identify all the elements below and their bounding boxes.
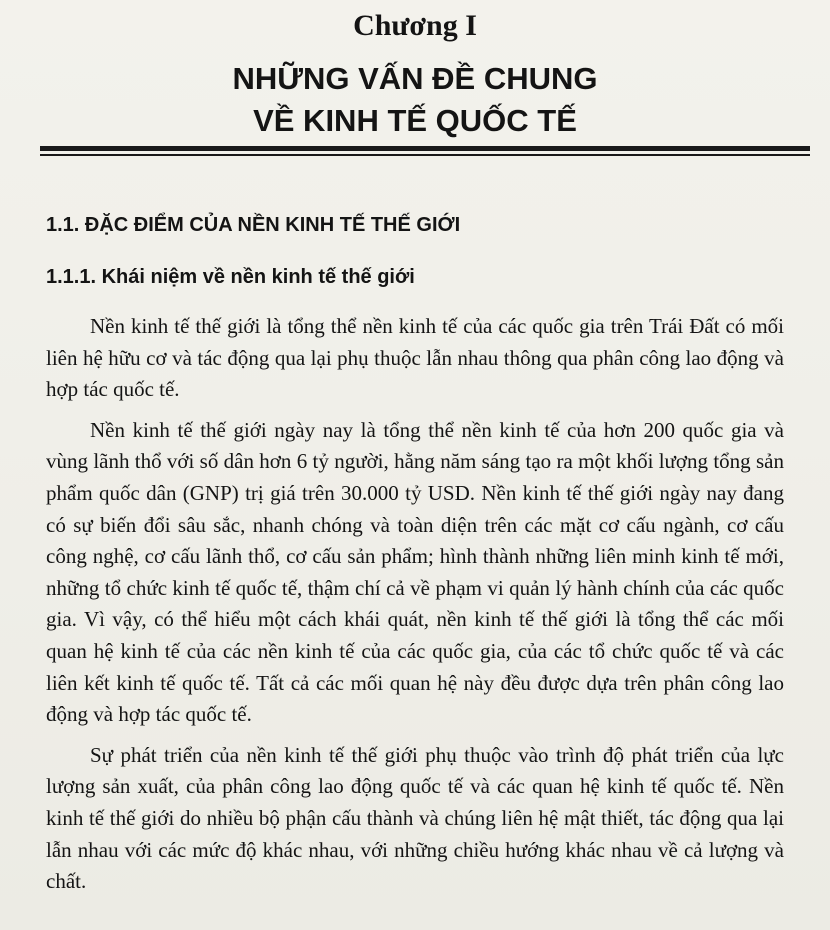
title-divider-thin xyxy=(40,154,810,156)
section-heading: 1.1. ĐẶC ĐIỂM CỦA NỀN KINH TẾ THẾ GIỚI xyxy=(46,214,461,236)
chapter-title xyxy=(0,58,830,142)
title-divider-thick xyxy=(40,146,810,151)
chapter-label: Chương I xyxy=(353,9,477,42)
paragraph-1: Nền kinh tế thế giới là tổng thể nền kinh tế của các quốc gia trên Trái Đất có mối liên hệ hữu cơ và tác động qua lại phụ thuộc lẫn nhau thông qua phân công lao động và hợp tác quốc tế. xyxy=(46,314,784,402)
subsection-heading: 1.1.1. Khái niệm về nền kinh tế thế giới xyxy=(46,266,415,288)
paragraph-3: Sự phát triển của nền kinh tế thế giới phụ thuộc vào trình độ phát triển của lực lượng sản xuất, của phân công lao động quốc tế và các quan hệ kinh tế quốc tế. Nền kinh tế thế giới do nhiều bộ phận cấu thành và chúng liên hệ mật thiết, tác động qua lại lẫn nhau với các mức độ khác nhau, với những chiều hướng khác nhau về cả lượng và chất. xyxy=(46,742,784,894)
chapter-title-line-1: NHỮNG VẤN ĐỀ CHUNG xyxy=(232,61,598,96)
paragraph-2: Nền kinh tế thế giới ngày nay là tổng thể nền kinh tế của hơn 200 quốc gia và vùng lãnh thổ với số dân hơn 6 tỷ người, hằng năm sáng tạo ra một khối lượng tổng sản phẩm quốc dân (GNP) trị giá trên 30.000 tỷ USD. Nền kinh tế thế giới ngày nay đang có sự biến đổi sâu sắc, nhanh chóng và toàn diện trên các mặt cơ cấu ngành, cơ cấu công nghệ, cơ cấu lãnh thổ, cơ cấu sản phẩm; hình thành những liên minh kinh tế mới, những tổ chức kinh tế quốc tế, thậm chí cả về phạm vi quản lý hành chính của các quốc gia. Vì vậy, có thể hiểu một cách khái quát, nền kinh tế thế giới là tổng thể các mối quan hệ kinh tế của các nền kinh tế của các quốc gia, của các tổ chức quốc tế và các liên kết kinh tế quốc tế. Tất cả các mối quan hệ này đều được dựa trên phân công lao động và hợp tác quốc tế. xyxy=(46,417,784,727)
chapter-title-line-2: VỀ KINH TẾ QUỐC TẾ xyxy=(253,103,577,138)
body-text xyxy=(46,311,784,907)
